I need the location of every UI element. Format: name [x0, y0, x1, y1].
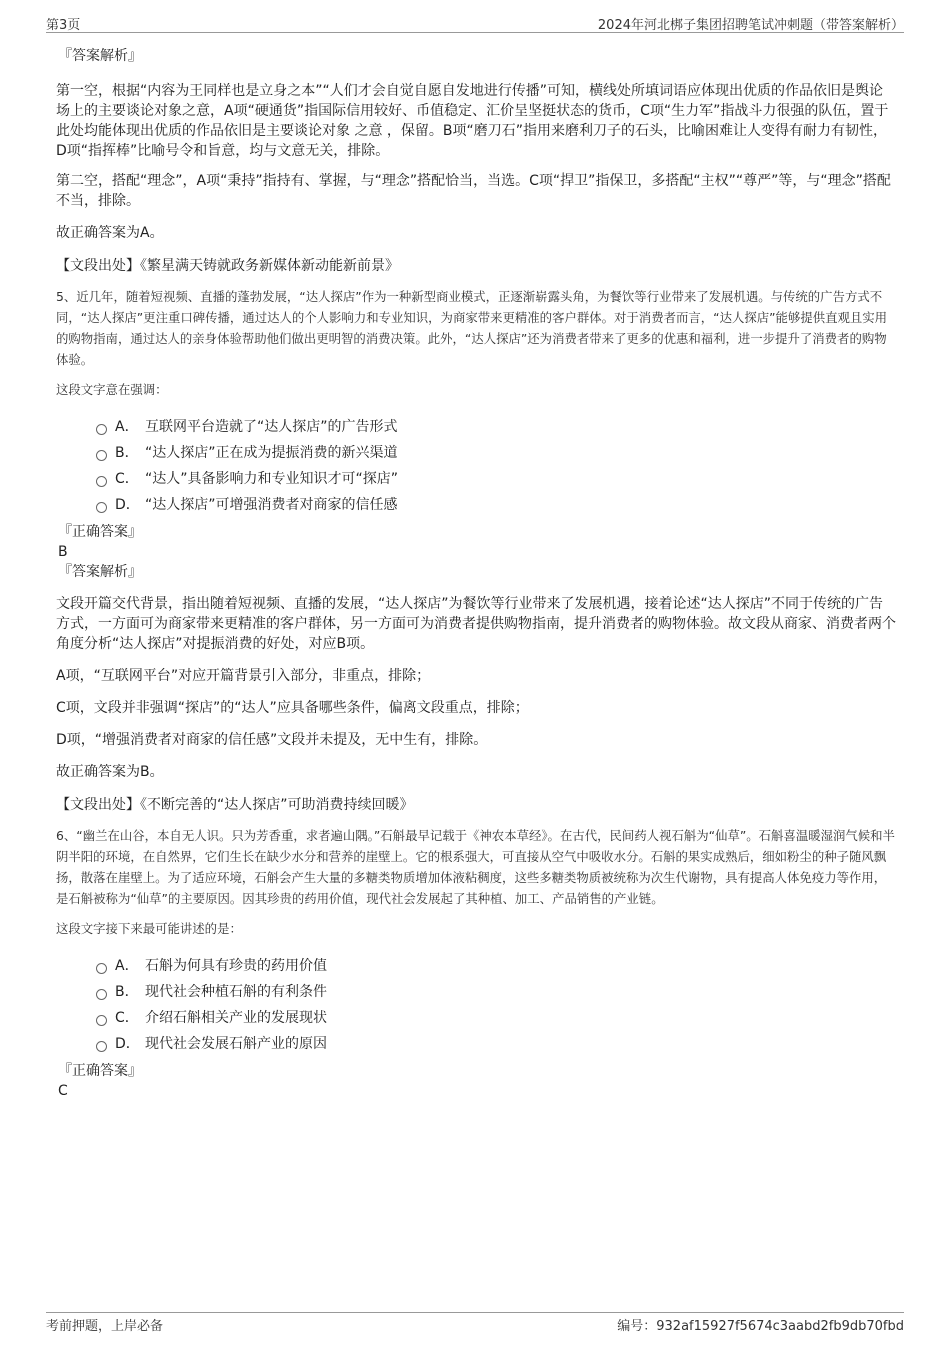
option-letter: D．: [115, 497, 140, 513]
option-letter: A．: [115, 419, 139, 435]
radio-icon[interactable]: [96, 963, 107, 974]
option-letter: A．: [115, 958, 139, 974]
q5-option-c[interactable]: [96, 466, 896, 492]
option-text: “达人探店”可增强消费者对商家的信任感: [145, 497, 398, 513]
q6-answer: C: [58, 1083, 68, 1099]
q4-analysis-para-2: 第二空，搭配“理念”，A项“秉持”指持有、掌握，与“理念”搭配恰当，当选。C项“捍卫”指保卫，多搭配“主权”“尊严”等，与“理念”搭配不当，排除。: [56, 173, 891, 209]
q6-option-c[interactable]: [96, 1005, 896, 1031]
q5-question: 这段文字意在强调：: [56, 382, 168, 397]
radio-icon[interactable]: [96, 450, 107, 461]
q4-source: 【文段出处】《繁星满天铸就政务新媒体新动能新前景》: [56, 258, 399, 274]
q6-stem: 6、“幽兰在山谷，本自无人识。只为芳香重，求者遍山隅。”石斛最早记载于《神农本草经》。在古代，民间药人视石斛为“仙草”。石斛喜温暖湿润气候和半阴半阳的环境，在自然界，它们生长在缺少水分和营养的崖壁上。它的根系强大，可直接从空气中吸收水分。石斛的果实成熟后，细如粉尘的种子随风飘扬，散落在崖壁上。为了适应环境，石斛会产生大量的多糖类物质增加体液粘稠度，这些多糖类物质被统称为次生代谢物，具有提高人体免疫力等作用，是石斛被称为“仙草”的主要原因。因其珍贵的药用价值，现代社会发展起了其种植、加工、产品销售的产业链。: [56, 828, 895, 906]
radio-icon[interactable]: [96, 476, 107, 487]
radio-icon[interactable]: [96, 502, 107, 513]
q5-source: 【文段出处】《不断完善的“达人探店”可助消费持续回暖》: [56, 797, 414, 813]
q6-option-b[interactable]: [96, 979, 896, 1005]
q5-analysis-para-2: A项，“互联网平台”对应开篇背景引入部分，非重点，排除；: [56, 668, 431, 684]
q5-option-b[interactable]: [96, 440, 896, 466]
option-text: “达人探店”正在成为提振消费的新兴渠道: [145, 445, 398, 461]
q5-answer: B: [58, 544, 68, 560]
page-content: [56, 46, 896, 1101]
q5-options: [96, 414, 896, 518]
page-header: [46, 14, 904, 33]
option-text: 现代社会种植石斛的有利条件: [145, 984, 327, 1000]
option-text: 现代社会发展石斛产业的原因: [145, 1036, 327, 1052]
radio-icon[interactable]: [96, 1015, 107, 1026]
document-title: 2024年河北梆子集团招聘笔试冲刺题（带答案解析）: [597, 18, 904, 33]
q4-analysis-para-1: 第一空，根据“内容为王同样也是立身之本”“人们才会自觉自愿自发地进行传播”可知，横线处所填词语应体现出优质的作品依旧是舆论场上的主要谈论对象之意，A项“硬通货”指国际信用较好、币值稳定、汇价呈坚挺状态的货币，C项“生力军”指战斗力很强的队伍，置于此处均能体现出优质的作品依旧是主要谈论对象 之意 ，保留。B项“磨刀石”指用来磨利刀子的石头，比喻困难让人变得有耐力有韧性，D项“指挥棒”比喻号令和旨意，均与文意无关，排除。: [56, 83, 889, 159]
option-text: 介绍石斛相关产业的发展现状: [145, 1010, 327, 1026]
q6-option-a[interactable]: [96, 953, 896, 979]
q4-analysis-label: 『答案解析』: [58, 48, 142, 64]
q5-analysis-para-1: 文段开篇交代背景，指出随着短视频、直播的发展，“达人探店”为餐饮等行业带来了发展机遇，接着论述“达人探店”不同于传统的广告方式，一方面可为商家带来更精准的客户群体，另一方面可为消费者提供购物指南，提升消费者的购物体验。故文段从商家、消费者两个角度分析“达人探店”对提振消费的好处，对应B项。: [56, 596, 896, 652]
q6-question: 这段文字接下来最可能讲述的是：: [56, 921, 242, 936]
option-letter: B．: [115, 984, 139, 1000]
q5-analysis-label: 『答案解析』: [58, 564, 142, 580]
option-letter: C．: [115, 471, 139, 487]
q5-analysis-para-3: C项，文段并非强调“探店”的“达人”应具备哪些条件，偏离文段重点，排除；: [56, 700, 529, 716]
q4-conclusion: 故正确答案为A。: [56, 225, 164, 241]
q5-analysis-para-4: D项，“增强消费者对商家的信任感”文段并未提及，无中生有，排除。: [56, 732, 488, 748]
q6-options: [96, 953, 896, 1057]
q5-option-d[interactable]: [96, 492, 896, 518]
option-letter: B．: [115, 445, 139, 461]
page-number: 第3页: [46, 18, 81, 33]
option-letter: D．: [115, 1036, 140, 1052]
q6-answer-label: 『正确答案』: [58, 1063, 142, 1079]
q5-stem: 5、近几年，随着短视频、直播的蓬勃发展，“达人探店”作为一种新型商业模式，正逐渐崭露头角，为餐饮等行业带来了发展机遇。与传统的广告方式不同，“达人探店”更注重口碑传播，通过达人的个人影响力和专业知识，为商家带来更精准的客户群体。对于消费者而言，“达人探店”能够提供直观且实用的购物指南，通过达人的亲身体验帮助他们做出更明智的消费决策。此外，“达人探店”还为消费者带来了更多的优惠和福利，进一步提升了消费者的购物体验。: [56, 289, 888, 367]
footer-slogan: 考前押题，上岸必备: [46, 1319, 164, 1334]
option-text: 石斛为何具有珍贵的药用价值: [145, 958, 327, 974]
option-text: “达人”具备影响力和专业知识才可“探店”: [145, 471, 399, 487]
option-text: 互联网平台造就了“达人探店”的广告形式: [145, 419, 398, 435]
page-footer: [46, 1312, 904, 1335]
q5-option-a[interactable]: [96, 414, 896, 440]
radio-icon[interactable]: [96, 424, 107, 435]
q5-answer-label: 『正确答案』: [58, 524, 142, 540]
document-code: 编号：932af15927f5674c3aabd2fb9db70fbd: [617, 1319, 904, 1334]
q6-option-d[interactable]: [96, 1031, 896, 1057]
radio-icon[interactable]: [96, 989, 107, 1000]
radio-icon[interactable]: [96, 1041, 107, 1052]
q5-conclusion: 故正确答案为B。: [56, 764, 164, 780]
option-letter: C．: [115, 1010, 139, 1026]
